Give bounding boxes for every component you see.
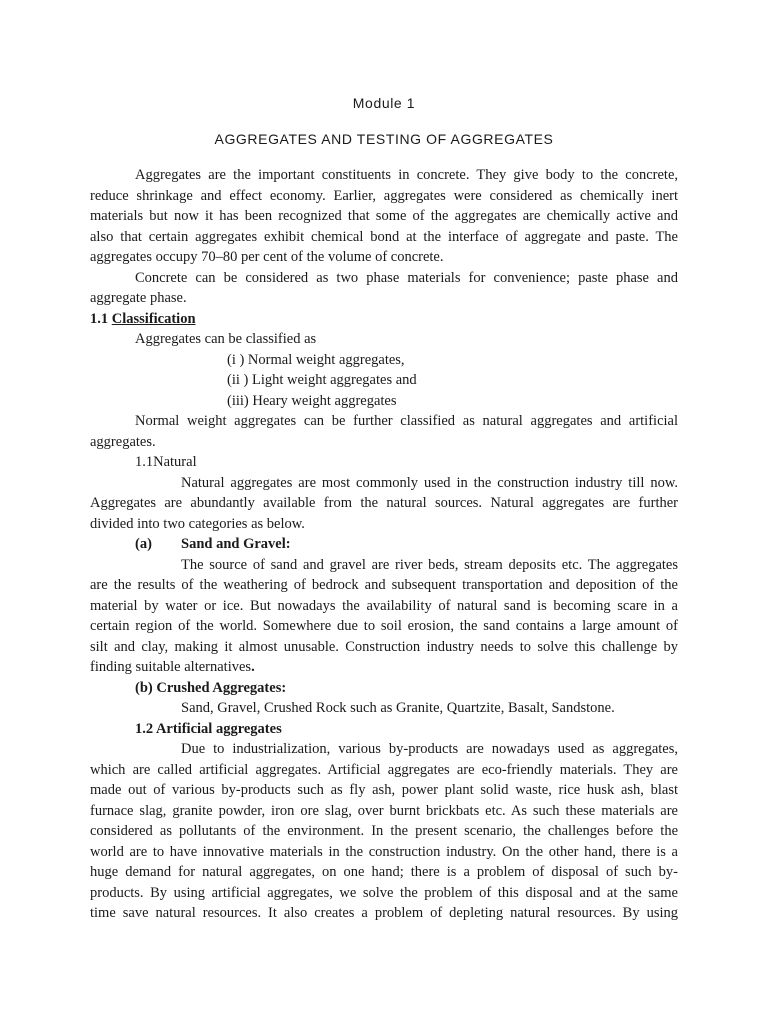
intro-line: also that certain aggregates exhibit chemical bond at the interface of aggregate and paste. The bbox=[90, 229, 678, 245]
sand-gravel-line: material by water or ice. But nowadays the availability of natural sand is becoming scare in a bbox=[90, 598, 678, 614]
phase-line: Concrete can be considered as two phase materials for convenience; paste phase and bbox=[135, 270, 678, 286]
intro-line: reduce shrinkage and effect economy. Earlier, aggregates were considered as chemically inert bbox=[90, 188, 678, 204]
natural-line: Natural aggregates are most commonly used in the construction industry till now. bbox=[181, 475, 678, 491]
artificial-line: huge demand for natural aggregates, on one hand; there is a problem of disposal of such by- bbox=[90, 864, 678, 880]
classification-item: (ii ) Light weight aggregates and bbox=[227, 372, 417, 388]
artificial-heading: 1.2 Artificial aggregates bbox=[135, 721, 282, 737]
sand-gravel-heading: Sand and Gravel: bbox=[181, 536, 291, 552]
intro-line: Aggregates are the important constituents in concrete. They give body to the concrete, bbox=[135, 167, 678, 183]
main-title: AGGREGATES AND TESTING OF AGGREGATES bbox=[214, 131, 554, 147]
section-title: Classification bbox=[111, 311, 196, 327]
sand-gravel-line: The source of sand and gravel are river beds, stream deposits etc. The aggregates bbox=[181, 557, 678, 573]
sand-gravel-line: certain region of the world. Somewhere due to soil erosion, the sand contains a large amount of bbox=[90, 618, 678, 634]
sand-gravel-last-text: finding suitable alternatives bbox=[90, 659, 252, 675]
natural-line: Aggregates are abundantly available from the natural sources. Natural aggregates are further bbox=[90, 495, 678, 511]
natural-heading: 1.1Natural bbox=[135, 454, 197, 470]
intro-line: materials but now it has been recognized that some of the aggregates are chemically active and bbox=[90, 208, 678, 224]
artificial-line: made out of various by-products such as fly ash, power plant solid waste, rice husk ash, blast bbox=[90, 782, 678, 798]
classification-text: aggregates. bbox=[90, 434, 156, 450]
phase-line: aggregate phase. bbox=[90, 290, 187, 306]
sand-gravel-last-line bbox=[90, 657, 678, 677]
classification-intro: Aggregates can be classified as bbox=[135, 331, 317, 347]
section-number: 1.1 bbox=[90, 311, 112, 327]
crushed-text: Sand, Gravel, Crushed Rock such as Granite, Quartzite, Basalt, Sandstone. bbox=[181, 700, 615, 716]
intro-line: aggregates occupy 70–80 per cent of the volume of concrete. bbox=[90, 249, 444, 265]
artificial-line: considered as pollutants of the environment. In the present scenario, the challenges before the bbox=[90, 823, 678, 839]
module-title: Module 1 bbox=[352, 95, 416, 111]
artificial-line: world are to have innovative materials in the construction industry. On the other hand, there is a bbox=[90, 844, 678, 860]
classification-item: (iii) Heary weight aggregates bbox=[227, 393, 397, 409]
crushed-heading: (b) Crushed Aggregates: bbox=[135, 680, 287, 696]
artificial-line: time save natural resources. It also creates a problem of depleting natural resources. By using bbox=[90, 905, 678, 921]
classification-item: (i ) Normal weight aggregates, bbox=[227, 352, 405, 368]
subsection-label: (a) bbox=[135, 536, 152, 552]
sand-gravel-line: are the results of the weathering of bedrock and subsequent transportation and deposition of the bbox=[90, 577, 678, 593]
classification-text: Normal weight aggregates can be further classified as natural aggregates and artificial bbox=[135, 413, 678, 429]
artificial-line: products. By using artificial aggregates, we solve the problem of this disposal and at the same bbox=[90, 885, 678, 901]
artificial-line: Due to industrialization, various by-products are nowadays used as aggregates, bbox=[181, 741, 678, 757]
classification-heading bbox=[90, 309, 678, 329]
sand-gravel-last-punct: . bbox=[251, 659, 255, 675]
natural-line: divided into two categories as below. bbox=[90, 516, 305, 532]
artificial-line: which are called artificial aggregates. Artificial aggregates are eco-friendly materials. They are bbox=[90, 762, 678, 778]
sand-gravel-line: silt and clay, making it almost unusable. Construction industry needs to solve this challenge by bbox=[90, 639, 678, 655]
artificial-line: furnace slag, granite powder, iron ore slag, over burnt brickbats etc. As such these materials are bbox=[90, 803, 678, 819]
